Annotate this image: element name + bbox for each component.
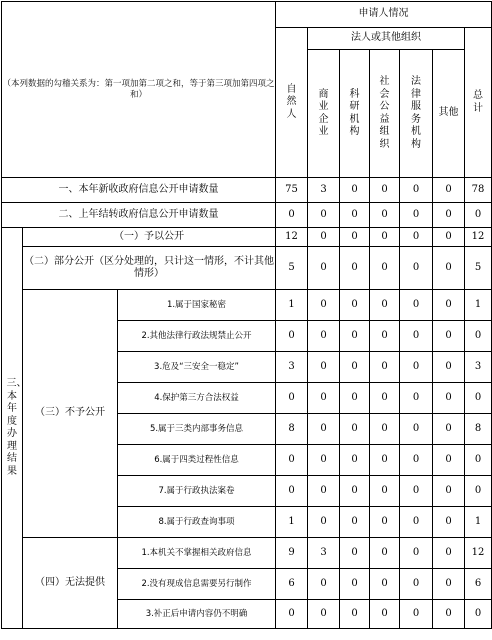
cell-commercial: 0 xyxy=(308,383,340,414)
section3-label: 三、本年度办理结果 xyxy=(6,378,27,477)
cell-total: 1 xyxy=(465,507,492,538)
row-label: 7.属于行政执法案卷 xyxy=(118,476,276,507)
cell-research: 0 xyxy=(340,600,370,629)
cell-research: 0 xyxy=(340,445,370,476)
cell-natural-person: 0 xyxy=(276,203,308,228)
header-research-cell xyxy=(340,50,370,178)
cell-legal-service: 0 xyxy=(400,445,433,476)
cell-total: 6 xyxy=(465,569,492,600)
cell-legal-service: 0 xyxy=(400,414,433,445)
cell-research: 0 xyxy=(340,569,370,600)
cell-legal-service: 0 xyxy=(400,476,433,507)
header-commercial: 商业企业 xyxy=(318,88,329,137)
cell-commercial: 0 xyxy=(308,445,340,476)
cell-research: 0 xyxy=(340,538,370,569)
cell-research: 0 xyxy=(340,476,370,507)
cell-natural-person: 0 xyxy=(276,383,308,414)
header-commercial-cell xyxy=(308,50,340,178)
cell-research: 0 xyxy=(340,352,370,383)
cell-natural-person: 0 xyxy=(276,600,308,629)
cell-total: 12 xyxy=(465,228,492,247)
cell-other: 0 xyxy=(433,247,465,290)
cell-total: 12 xyxy=(465,538,492,569)
row-label: 二、上年结转政府信息公开申请数量 xyxy=(2,203,276,228)
row-label: 1.本机关不掌握相关政府信息 xyxy=(118,538,276,569)
cell-commercial: 0 xyxy=(308,352,340,383)
cell-total: 3 xyxy=(465,352,492,383)
row-label: 3.危及“三安全一稳定” xyxy=(118,352,276,383)
cell-other: 0 xyxy=(433,600,465,629)
cell-natural-person: 9 xyxy=(276,538,308,569)
cell-legal-service: 0 xyxy=(400,290,433,321)
cell-social-welfare: 0 xyxy=(370,228,400,247)
header-other: 其他 xyxy=(433,50,465,178)
cell-commercial: 3 xyxy=(308,178,340,203)
cell-research: 0 xyxy=(340,203,370,228)
cell-commercial: 0 xyxy=(308,507,340,538)
cell-legal-service: 0 xyxy=(400,203,433,228)
row-label: 2.其他法律行政法规禁止公开 xyxy=(118,321,276,352)
cell-research: 0 xyxy=(340,383,370,414)
header-legal-group: 法人或其他组织 xyxy=(308,28,465,50)
row-label: 2.没有现成信息需要另行制作 xyxy=(118,569,276,600)
cell-other: 0 xyxy=(433,228,465,247)
cell-natural-person: 0 xyxy=(276,445,308,476)
cell-commercial: 0 xyxy=(308,321,340,352)
cell-legal-service: 0 xyxy=(400,538,433,569)
cell-research: 0 xyxy=(340,414,370,445)
cell-commercial: 0 xyxy=(308,414,340,445)
cell-natural-person: 0 xyxy=(276,476,308,507)
cell-natural-person: 75 xyxy=(276,178,308,203)
cell-commercial: 0 xyxy=(308,228,340,247)
cell-commercial: 0 xyxy=(308,476,340,507)
cell-research: 0 xyxy=(340,321,370,352)
cell-research: 0 xyxy=(340,228,370,247)
cell-total: 0 xyxy=(465,445,492,476)
cell-natural-person: 6 xyxy=(276,569,308,600)
header-social-welfare: 社会公益组织 xyxy=(379,76,390,150)
section3-label-cell xyxy=(2,228,27,629)
cell-natural-person: 12 xyxy=(276,228,308,247)
group-unable: （四）无法提供 xyxy=(23,538,118,629)
header-total: 总计 xyxy=(473,90,483,114)
cell-social-welfare: 0 xyxy=(370,476,400,507)
header-natural-person: 自然人 xyxy=(286,83,297,120)
header-note: （本列数据的勾稽关系为：第一项加第二项之和，等于第三项加第四项之和） xyxy=(2,78,275,100)
cell-other: 0 xyxy=(433,538,465,569)
cell-legal-service: 0 xyxy=(400,352,433,383)
cell-other: 0 xyxy=(433,476,465,507)
cell-legal-service: 0 xyxy=(400,507,433,538)
cell-other: 0 xyxy=(433,178,465,203)
cell-total: 78 xyxy=(465,178,492,203)
cell-total: 1 xyxy=(465,290,492,321)
cell-total: 5 xyxy=(465,247,492,290)
disclosure-table xyxy=(1,1,492,629)
cell-social-welfare: 0 xyxy=(370,414,400,445)
cell-other: 0 xyxy=(433,290,465,321)
cell-total: 0 xyxy=(465,203,492,228)
header-social-welfare-cell xyxy=(370,50,400,178)
cell-research: 0 xyxy=(340,178,370,203)
row-label: 1.属于国家秘密 xyxy=(118,290,276,321)
table-row xyxy=(2,228,492,247)
header-research: 科研机构 xyxy=(349,88,360,137)
row-label: （二）部分公开（区分处理的，只计这一情形，不计其他情形） xyxy=(23,247,276,290)
cell-social-welfare: 0 xyxy=(370,247,400,290)
header-legal-service: 法律服务机构 xyxy=(411,76,421,150)
cell-social-welfare: 0 xyxy=(370,600,400,629)
cell-total: 0 xyxy=(465,600,492,629)
cell-research: 0 xyxy=(340,507,370,538)
cell-social-welfare: 0 xyxy=(370,203,400,228)
header-note-cell xyxy=(2,2,276,178)
cell-commercial: 0 xyxy=(308,600,340,629)
cell-commercial: 3 xyxy=(308,538,340,569)
cell-research: 0 xyxy=(340,290,370,321)
cell-natural-person: 1 xyxy=(276,507,308,538)
cell-social-welfare: 0 xyxy=(370,178,400,203)
cell-other: 0 xyxy=(433,203,465,228)
cell-total: 0 xyxy=(465,383,492,414)
cell-other: 0 xyxy=(433,352,465,383)
cell-legal-service: 0 xyxy=(400,228,433,247)
cell-social-welfare: 0 xyxy=(370,445,400,476)
cell-total: 0 xyxy=(465,321,492,352)
row-label: 8.属于行政查询事项 xyxy=(118,507,276,538)
cell-other: 0 xyxy=(433,569,465,600)
table-row xyxy=(2,203,492,228)
cell-commercial: 0 xyxy=(308,247,340,290)
cell-natural-person: 5 xyxy=(276,247,308,290)
group-not-public: （三）不予公开 xyxy=(23,290,118,538)
cell-natural-person: 1 xyxy=(276,290,308,321)
row-label: 4.保护第三方合法权益 xyxy=(118,383,276,414)
table-row xyxy=(2,290,492,321)
cell-commercial: 0 xyxy=(308,569,340,600)
table-row xyxy=(2,178,492,203)
cell-social-welfare: 0 xyxy=(370,538,400,569)
cell-legal-service: 0 xyxy=(400,383,433,414)
cell-legal-service: 0 xyxy=(400,600,433,629)
cell-other: 0 xyxy=(433,507,465,538)
row-label: 5.属于三类内部事务信息 xyxy=(118,414,276,445)
cell-legal-service: 0 xyxy=(400,321,433,352)
header-applicant-status: 申请人情况 xyxy=(276,2,492,28)
cell-research: 0 xyxy=(340,247,370,290)
cell-social-welfare: 0 xyxy=(370,507,400,538)
row-label: 3.补正后申请内容仍不明确 xyxy=(118,600,276,629)
header-total-cell xyxy=(465,28,492,178)
cell-other: 0 xyxy=(433,321,465,352)
cell-commercial: 0 xyxy=(308,290,340,321)
cell-social-welfare: 0 xyxy=(370,352,400,383)
cell-other: 0 xyxy=(433,383,465,414)
cell-social-welfare: 0 xyxy=(370,290,400,321)
row-label: （一）予以公开 xyxy=(23,228,276,247)
cell-commercial: 0 xyxy=(308,203,340,228)
table-row xyxy=(2,538,492,569)
cell-total: 0 xyxy=(465,476,492,507)
cell-total: 8 xyxy=(465,414,492,445)
cell-social-welfare: 0 xyxy=(370,569,400,600)
row-label: 一、本年新收政府信息公开申请数量 xyxy=(2,178,276,203)
cell-social-welfare: 0 xyxy=(370,321,400,352)
table-row xyxy=(2,247,492,290)
cell-legal-service: 0 xyxy=(400,247,433,290)
cell-social-welfare: 0 xyxy=(370,383,400,414)
cell-natural-person: 8 xyxy=(276,414,308,445)
header-natural-person-cell xyxy=(276,28,308,178)
row-label: 6.属于四类过程性信息 xyxy=(118,445,276,476)
cell-natural-person: 3 xyxy=(276,352,308,383)
header-legal-service-cell xyxy=(400,50,433,178)
cell-other: 0 xyxy=(433,445,465,476)
cell-legal-service: 0 xyxy=(400,178,433,203)
cell-legal-service: 0 xyxy=(400,569,433,600)
cell-natural-person: 0 xyxy=(276,321,308,352)
cell-other: 0 xyxy=(433,414,465,445)
